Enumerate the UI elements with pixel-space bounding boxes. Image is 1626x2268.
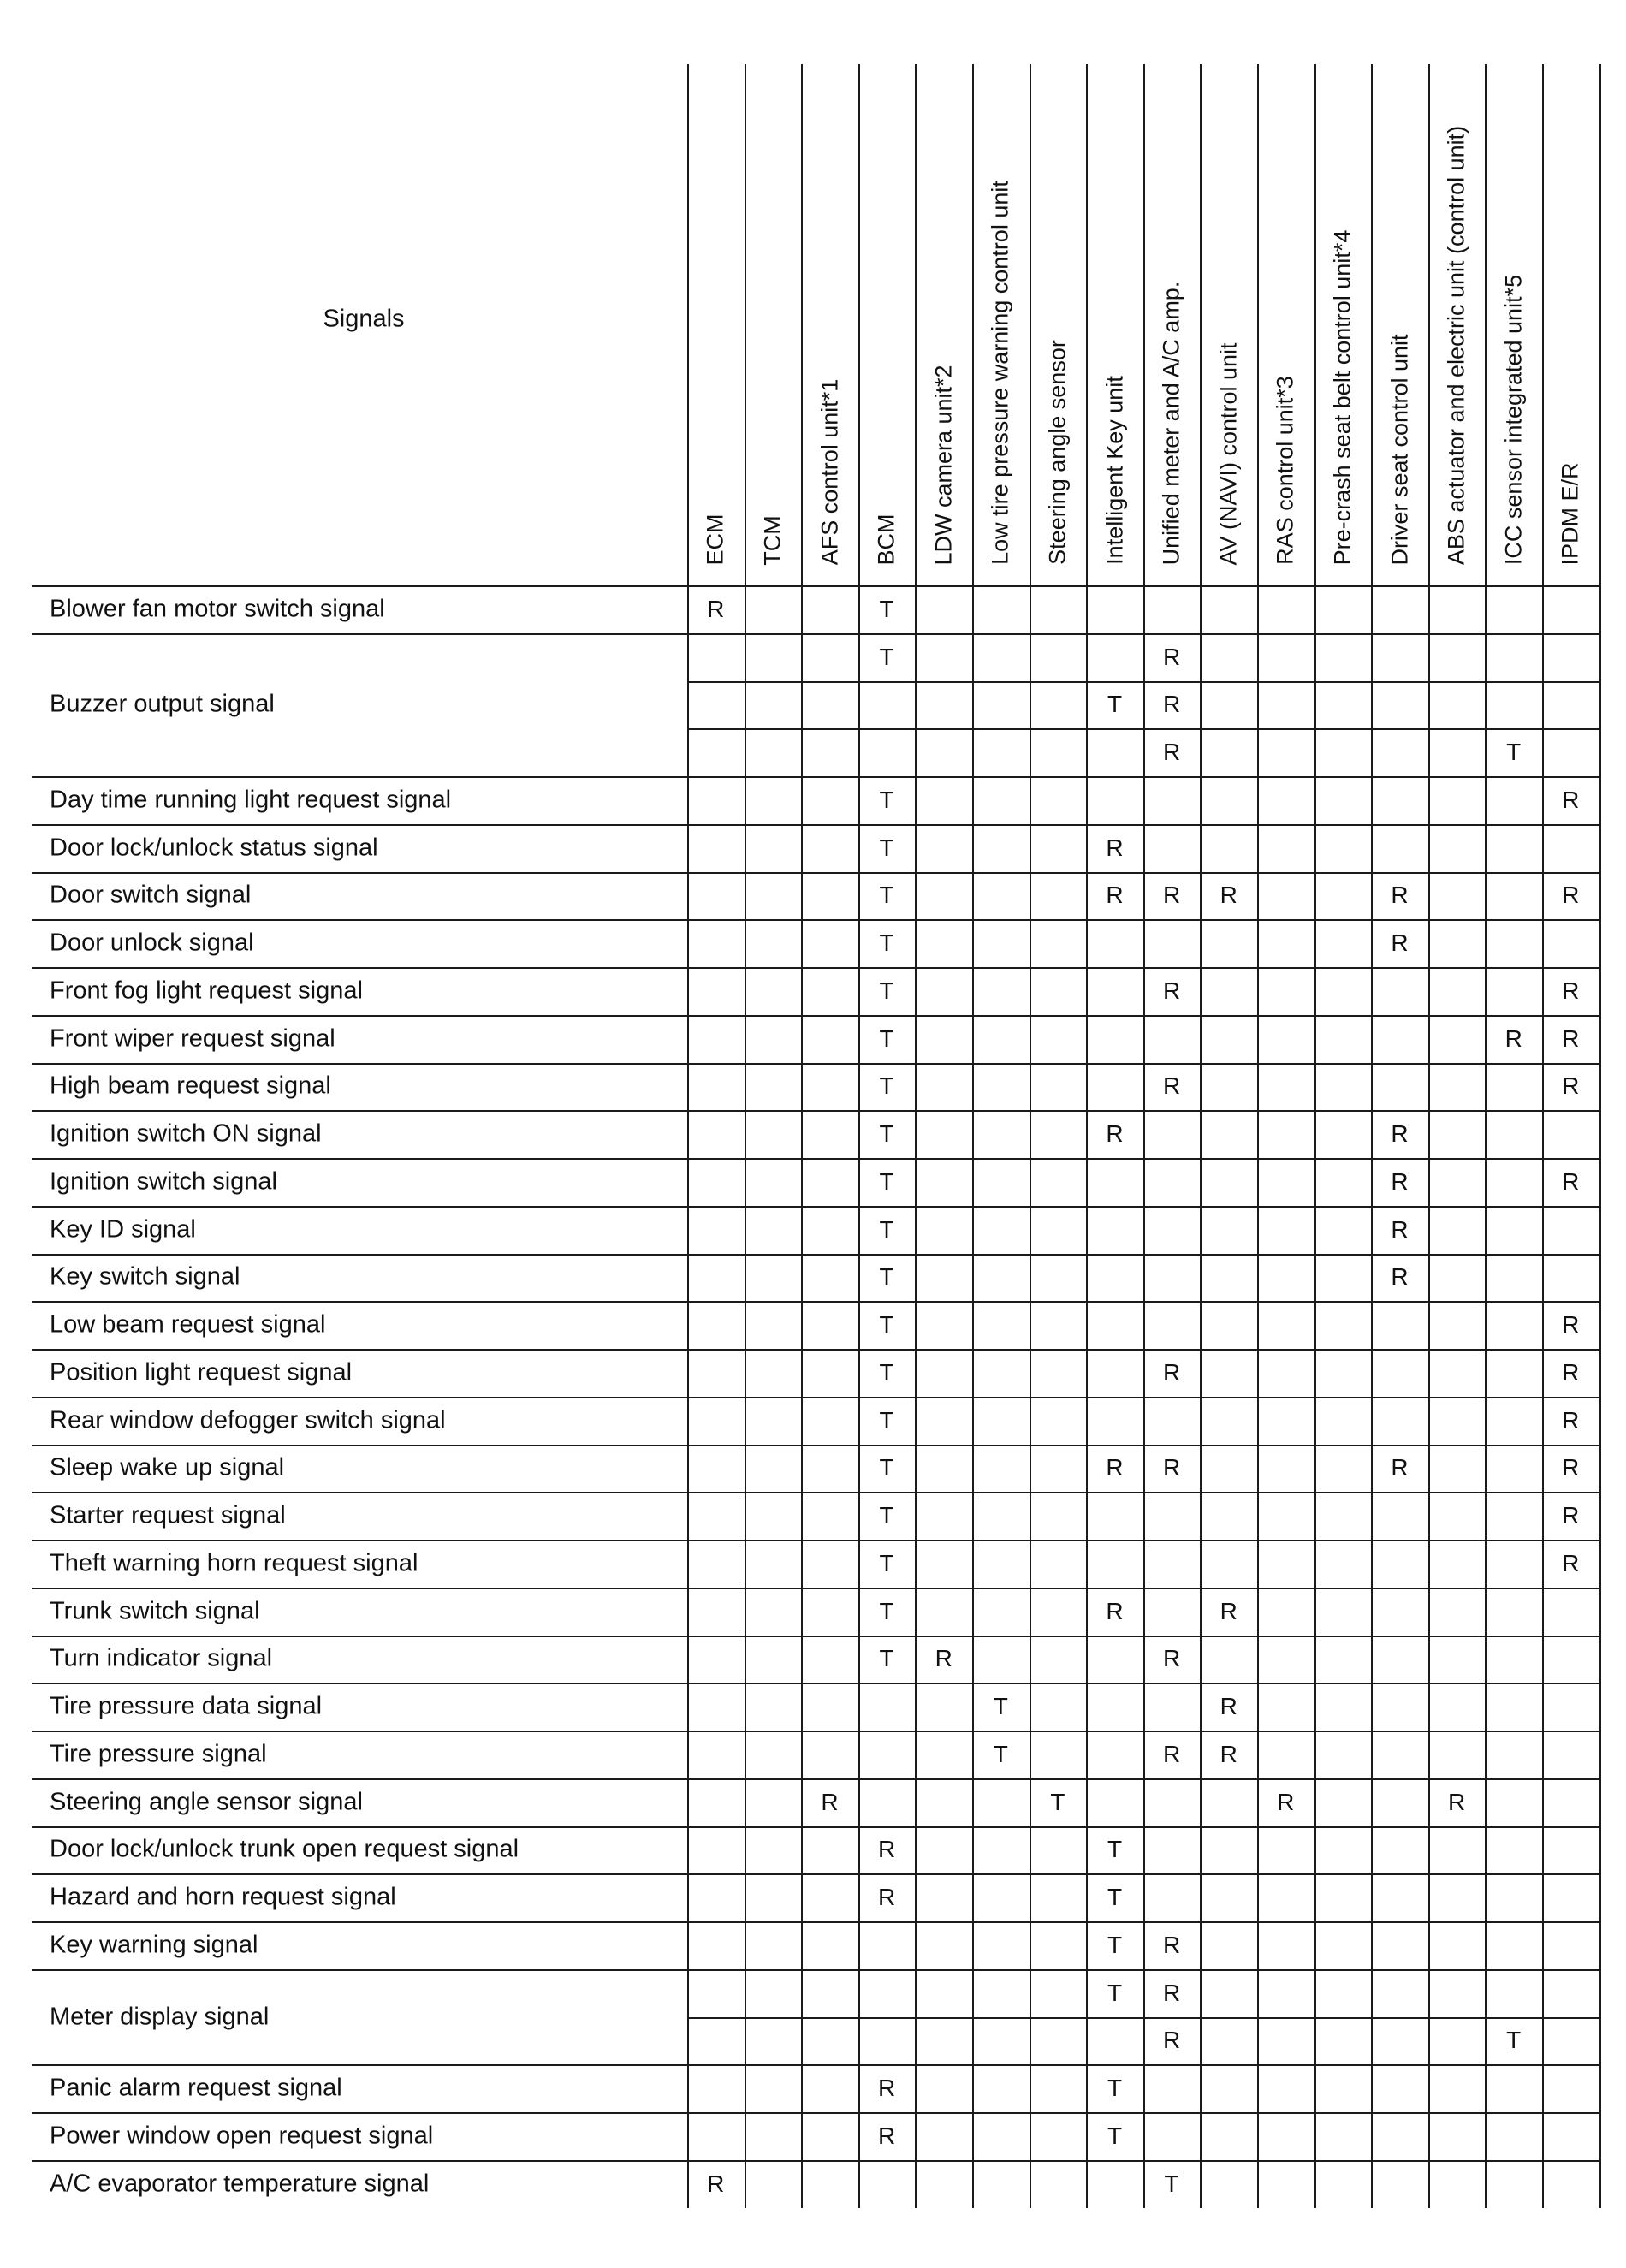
column-header: Low tire pressure warning control unit: [987, 181, 1013, 565]
cell-mark: T: [879, 786, 894, 813]
row-divider: [32, 1254, 1599, 1256]
cell-mark: R: [1562, 1549, 1580, 1576]
cell-mark: T: [879, 1072, 894, 1100]
cell-mark: R: [1106, 1120, 1124, 1148]
signal-label: Hazard and horn request signal: [50, 1883, 396, 1911]
row-divider: [32, 872, 1599, 874]
cell-mark: R: [1220, 1597, 1237, 1624]
cell-mark: R: [1106, 834, 1124, 861]
cell-mark: R: [1562, 1406, 1580, 1434]
cell-mark: R: [1162, 643, 1181, 670]
cell-mark: R: [1562, 1454, 1580, 1481]
signal-label: Turn indicator signal: [50, 1644, 273, 1672]
cell-mark: R: [1277, 1788, 1295, 1815]
cell-mark: R: [1562, 1167, 1580, 1195]
signals-header: Signals: [323, 305, 405, 333]
row-divider: [32, 1969, 1599, 1971]
cell-mark: R: [1162, 977, 1181, 1004]
row-divider: [32, 2064, 1599, 2066]
column-divider: [801, 64, 803, 2208]
signal-label: Meter display signal: [50, 2003, 270, 2030]
signal-label: Door lock/unlock status signal: [50, 834, 378, 862]
cell-mark: R: [1162, 691, 1181, 718]
signal-label: Sleep wake up signal: [50, 1453, 285, 1481]
row-divider: [32, 1015, 1599, 1017]
column-header: ABS actuator and electric unit (control unit): [1443, 125, 1469, 566]
cell-mark: R: [935, 1645, 952, 1672]
cell-mark: T: [879, 1358, 894, 1386]
cell-mark: T: [1107, 1884, 1123, 1911]
row-divider: [32, 1683, 1599, 1684]
cell-mark: R: [1162, 882, 1181, 909]
column-divider: [1314, 64, 1316, 2208]
cell-mark: R: [1162, 1645, 1181, 1672]
column-divider: [1143, 64, 1145, 2208]
cell-mark: R: [1391, 1167, 1409, 1195]
cell-mark: T: [879, 1549, 894, 1576]
cell-mark: R: [1447, 1788, 1466, 1815]
row-divider: [32, 1921, 1599, 1923]
signal-label: Door unlock signal: [50, 929, 254, 957]
signal-label: Key warning signal: [50, 1931, 258, 1959]
cell-mark: R: [1391, 929, 1409, 957]
cell-mark: R: [1106, 1597, 1124, 1624]
column-divider: [972, 64, 974, 2208]
row-divider: [32, 1110, 1599, 1112]
row-divider: [32, 1397, 1599, 1398]
cell-mark: T: [993, 1693, 1008, 1720]
cell-mark: T: [879, 1406, 894, 1434]
row-divider: [32, 967, 1599, 969]
cell-mark: T: [1164, 2170, 1179, 2197]
cell-mark: R: [1162, 1931, 1181, 1958]
column-divider: [1200, 64, 1202, 2208]
cell-mark: R: [877, 1884, 896, 1911]
cell-mark: R: [877, 2075, 896, 2102]
row-divider: [32, 1206, 1599, 1208]
row-divider: [32, 1873, 1599, 1875]
row-divider: [32, 776, 1599, 778]
cell-mark: R: [1562, 1024, 1580, 1052]
column-header: AFS control unit*1: [816, 378, 842, 565]
row-divider: [32, 2112, 1599, 2114]
cell-mark: R: [1220, 882, 1237, 909]
cell-mark: T: [879, 1502, 894, 1529]
header-divider: [32, 585, 1599, 587]
cell-mark: R: [707, 2170, 725, 2197]
signal-label: Tire pressure data signal: [50, 1692, 323, 1720]
signal-label: Buzzer output signal: [50, 690, 275, 718]
signal-label: Starter request signal: [50, 1501, 286, 1529]
column-divider: [1485, 64, 1487, 2208]
signal-label: Tire pressure signal: [50, 1740, 267, 1768]
row-divider: [32, 1636, 1599, 1637]
signal-label: Blower fan motor switch signal: [50, 595, 385, 623]
column-header: AV (NAVI) control unit: [1215, 341, 1242, 566]
column-header: LDW camera unit*2: [930, 364, 957, 566]
column-header: BCM: [873, 514, 899, 565]
cell-mark: T: [879, 595, 894, 622]
column-header: ECM: [702, 514, 728, 565]
cell-mark: R: [1162, 1072, 1181, 1100]
signal-label: Front fog light request signal: [50, 977, 363, 1005]
subrow-divider: [687, 2017, 1599, 2019]
column-header: Steering angle sensor: [1044, 340, 1071, 565]
row-divider: [32, 2160, 1599, 2162]
subrow-divider: [687, 728, 1599, 730]
cell-mark: T: [879, 1263, 894, 1291]
cell-mark: R: [1106, 882, 1124, 909]
cell-mark: R: [1162, 1358, 1181, 1386]
signal-label: Key ID signal: [50, 1215, 196, 1244]
cell-mark: R: [1504, 1024, 1522, 1052]
cell-mark: R: [1391, 1263, 1409, 1291]
cell-mark: R: [1162, 2027, 1181, 2054]
row-divider: [32, 1540, 1599, 1541]
cell-mark: T: [1107, 1836, 1123, 1863]
cell-mark: R: [707, 595, 725, 622]
cell-mark: R: [1391, 1454, 1409, 1481]
cell-mark: T: [879, 1597, 894, 1624]
row-divider: [32, 1301, 1599, 1303]
row-divider: [32, 1778, 1599, 1780]
cell-mark: R: [1162, 1979, 1181, 2006]
cell-mark: T: [879, 977, 894, 1004]
column-header: Unified meter and A/C amp.: [1158, 281, 1184, 565]
cell-mark: R: [1391, 882, 1409, 909]
row-divider: [32, 1063, 1599, 1065]
cell-mark: T: [1107, 2075, 1123, 2102]
row-divider: [32, 1158, 1599, 1160]
cell-mark: T: [1506, 739, 1522, 766]
signal-label: Position light request signal: [50, 1358, 353, 1386]
row-divider: [32, 824, 1599, 826]
cell-mark: T: [879, 882, 894, 909]
column-divider: [687, 64, 689, 2208]
cell-mark: T: [1107, 2122, 1123, 2149]
cell-mark: R: [1162, 739, 1181, 766]
signal-label: Ignition switch signal: [50, 1167, 277, 1196]
signal-label: Trunk switch signal: [50, 1597, 260, 1625]
cell-mark: T: [879, 1645, 894, 1672]
cell-mark: R: [821, 1788, 839, 1815]
column-divider: [858, 64, 860, 2208]
row-divider: [32, 1826, 1599, 1828]
cell-mark: T: [879, 1024, 894, 1052]
cell-mark: R: [1220, 1693, 1237, 1720]
cell-mark: R: [1562, 1502, 1580, 1529]
cell-mark: R: [1562, 1072, 1580, 1100]
signal-label: Ignition switch ON signal: [50, 1119, 322, 1148]
column-divider: [1030, 64, 1031, 2208]
cell-mark: R: [1562, 882, 1580, 909]
column-header: Pre-crash seat belt control unit*4: [1329, 229, 1356, 565]
signal-label: Power window open request signal: [50, 2122, 434, 2150]
cell-mark: R: [1562, 1358, 1580, 1386]
signal-label: Door lock/unlock trunk open request signal: [50, 1835, 519, 1863]
column-divider: [1599, 64, 1601, 2208]
cell-mark: R: [1562, 786, 1580, 813]
signal-label: Rear window defogger switch signal: [50, 1406, 446, 1434]
cell-mark: R: [1562, 977, 1580, 1004]
row-divider: [32, 633, 1599, 635]
signal-label: Theft warning horn request signal: [50, 1549, 418, 1577]
row-divider: [32, 1588, 1599, 1589]
signal-label: Front wiper request signal: [50, 1024, 335, 1053]
signal-label: Low beam request signal: [50, 1310, 326, 1339]
row-divider: [32, 1349, 1599, 1351]
subrow-divider: [687, 681, 1599, 683]
cell-mark: T: [879, 1454, 894, 1481]
signal-label: Day time running light request signal: [50, 786, 452, 814]
cell-mark: R: [1106, 1454, 1124, 1481]
column-divider: [745, 64, 746, 2208]
cell-mark: R: [877, 1836, 896, 1863]
cell-mark: R: [1162, 1454, 1181, 1481]
row-divider: [32, 1492, 1599, 1493]
cell-mark: T: [1107, 1979, 1123, 2006]
cell-mark: R: [1162, 1740, 1181, 1767]
cell-mark: T: [1107, 1931, 1123, 1958]
column-header: ICC sensor integrated unit*5: [1500, 274, 1527, 566]
cell-mark: T: [1506, 2027, 1522, 2054]
cell-mark: T: [879, 1120, 894, 1148]
row-divider: [32, 1731, 1599, 1732]
column-header: Driver seat control unit: [1386, 333, 1412, 566]
cell-mark: T: [879, 1215, 894, 1243]
column-divider: [1257, 64, 1259, 2208]
cell-mark: T: [1050, 1788, 1065, 1815]
column-header: IPDM E/R: [1557, 461, 1583, 566]
cell-mark: T: [879, 643, 894, 670]
cell-mark: R: [1220, 1740, 1237, 1767]
signal-label: Key switch signal: [50, 1262, 240, 1291]
cell-mark: T: [1107, 691, 1123, 718]
cell-mark: R: [1562, 1311, 1580, 1339]
signal-label: Door switch signal: [50, 881, 252, 909]
column-header: Intelligent Key unit: [1101, 376, 1127, 565]
column-divider: [1428, 64, 1430, 2208]
signal-label: A/C evaporator temperature signal: [50, 2170, 430, 2198]
cell-mark: T: [879, 1311, 894, 1339]
signal-label: High beam request signal: [50, 1072, 331, 1100]
column-divider: [915, 64, 917, 2208]
signal-label: Steering angle sensor signal: [50, 1788, 363, 1816]
cell-mark: T: [879, 834, 894, 861]
row-divider: [32, 1445, 1599, 1446]
cell-mark: T: [879, 929, 894, 957]
column-header: RAS control unit*3: [1272, 376, 1298, 565]
column-divider: [1086, 64, 1088, 2208]
cell-mark: T: [879, 1167, 894, 1195]
row-divider: [32, 919, 1599, 921]
cell-mark: R: [1391, 1120, 1409, 1148]
cell-mark: R: [1391, 1215, 1409, 1243]
column-divider: [1542, 64, 1544, 2208]
cell-mark: T: [993, 1740, 1008, 1767]
signal-label: Panic alarm request signal: [50, 2074, 342, 2102]
column-divider: [1371, 64, 1373, 2208]
cell-mark: R: [877, 2122, 896, 2149]
column-header: TCM: [759, 514, 786, 566]
